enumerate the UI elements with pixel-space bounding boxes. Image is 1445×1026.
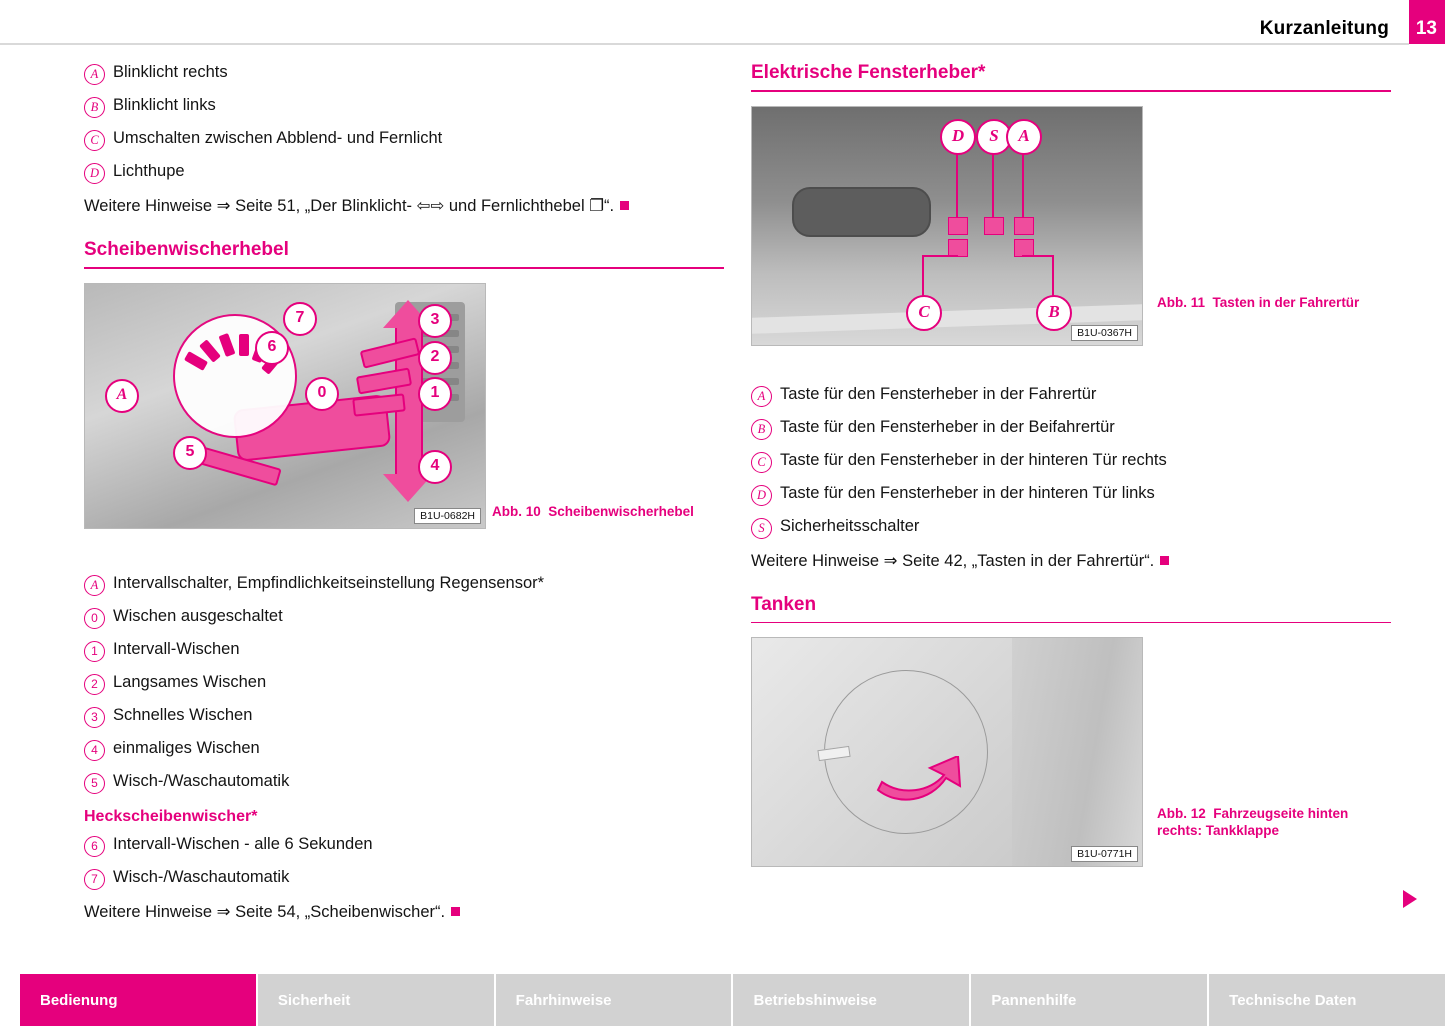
figure-caption-text: Scheibenwischerhebel xyxy=(548,503,694,519)
callout-2: 2 xyxy=(418,341,452,375)
callout-marker: D xyxy=(84,163,105,184)
list-item-label: Intervallschalter, Empfindlichkeitseinstellung Regensensor* xyxy=(113,573,545,592)
list-item xyxy=(84,834,724,857)
list-item xyxy=(84,161,724,184)
door-handle-shape xyxy=(792,187,931,237)
figure-caption-text: Tasten in der Fahrertür xyxy=(1212,294,1360,310)
callout-marker: 5 xyxy=(84,773,105,794)
callout-marker: 0 xyxy=(84,608,105,629)
section-windows-header xyxy=(751,62,1391,92)
list-item xyxy=(751,417,1391,440)
list-item-label: Wisch-/Waschautomatik xyxy=(113,771,290,790)
subsection-heading: Heckscheibenwischer* xyxy=(84,807,258,825)
callout-4: 4 xyxy=(418,450,452,484)
list-item-label: einmaliges Wischen xyxy=(113,738,260,757)
callout-marker: S xyxy=(751,518,772,539)
list-item-label: Blinklicht rechts xyxy=(113,63,228,81)
header-divider xyxy=(0,43,1409,45)
list-item-label: Wisch-/Waschautomatik xyxy=(113,867,290,886)
list-item-label: Sicherheitsschalter xyxy=(780,516,920,535)
callout-marker: A xyxy=(84,64,105,85)
list-item xyxy=(84,639,724,662)
callout-marker: A xyxy=(84,575,105,596)
list-item xyxy=(84,738,724,761)
cross-reference-note xyxy=(84,902,724,923)
list-item-label: Taste für den Fensterheber in der Fahrertür xyxy=(780,384,1097,403)
callout-a: A xyxy=(1006,119,1042,155)
callout-0: 0 xyxy=(305,377,339,411)
list-item xyxy=(751,516,1391,539)
end-marker-icon xyxy=(620,201,629,210)
tab-sicherheit[interactable]: Sicherheit xyxy=(258,974,496,1026)
leader-line xyxy=(922,255,958,257)
figure-caption-label: Abb. 12 xyxy=(1157,806,1206,821)
next-page-arrow-icon[interactable] xyxy=(1403,890,1417,908)
cross-reference-text: Weitere Hinweise ⇒ Seite 42, „Tasten in der Fahrertür“. xyxy=(751,551,1155,570)
footer-tabs xyxy=(20,974,1445,1026)
list-item xyxy=(751,384,1391,407)
callout-7: 7 xyxy=(283,302,317,336)
section-fuel-header xyxy=(751,594,1391,624)
leader-line xyxy=(1052,257,1054,297)
list-item xyxy=(84,573,724,596)
window-button-d xyxy=(948,217,968,235)
leader-line xyxy=(1022,255,1054,257)
page-title: Kurzanleitung xyxy=(1259,18,1389,39)
page-header xyxy=(0,0,1445,44)
list-item-label: Schnelles Wischen xyxy=(113,705,253,724)
callout-marker: B xyxy=(751,419,772,440)
section-heading: Scheibenwischerhebel xyxy=(84,239,289,260)
list-item-label: Taste für den Fensterheber in der hinteren Tür rechts xyxy=(780,450,1167,469)
callout-6: 6 xyxy=(255,331,289,365)
section-heading: Elektrische Fensterheber* xyxy=(751,62,986,83)
callout-3: 3 xyxy=(418,304,452,338)
figure-caption-label: Abb. 10 xyxy=(492,503,541,519)
list-item-label: Taste für den Fensterheber in der hinteren Tür links xyxy=(780,483,1155,502)
figure-code: B1U-0771H xyxy=(1071,846,1138,862)
cross-reference-note xyxy=(84,196,724,217)
list-item-label: Blinklicht links xyxy=(113,96,216,114)
heading-rule xyxy=(751,90,1391,92)
list-item xyxy=(84,95,724,118)
callout-marker: D xyxy=(751,485,772,506)
heading-rule xyxy=(751,622,1391,624)
tab-technische-daten[interactable]: Technische Daten xyxy=(1209,974,1445,1026)
list-item xyxy=(751,483,1391,506)
leader-line xyxy=(956,149,958,217)
figure-fuel-flap xyxy=(751,637,1143,867)
section-wiper-header xyxy=(84,239,724,269)
page-number: 13 xyxy=(1415,18,1437,39)
safety-switch-button xyxy=(984,217,1004,235)
leader-line xyxy=(922,257,924,297)
callout-marker: 6 xyxy=(84,836,105,857)
callout-s: S xyxy=(976,119,1012,155)
figure-caption-text: Fahrzeugseite hinten rechts: Tankklappe xyxy=(1157,806,1349,838)
tab-fahrhinweise[interactable]: Fahrhinweise xyxy=(496,974,734,1026)
tab-pannenhilfe[interactable]: Pannenhilfe xyxy=(971,974,1209,1026)
figure-door-buttons xyxy=(751,106,1143,346)
cross-reference-text: Weitere Hinweise ⇒ Seite 54, „Scheibenwischer“. xyxy=(84,902,446,921)
callout-a: A xyxy=(105,379,139,413)
tab-betriebshinweise[interactable]: Betriebshinweise xyxy=(733,974,971,1026)
list-item xyxy=(84,62,724,85)
list-item xyxy=(84,867,724,890)
cross-reference-text: Weitere Hinweise ⇒ Seite 51, „Der Blinklicht- ⇦⇨ und Fernlichthebel ❐“. xyxy=(84,197,615,215)
section-heading: Tanken xyxy=(751,593,817,615)
callout-1: 1 xyxy=(418,377,452,411)
figure-wiper-lever xyxy=(84,283,486,529)
figure-caption-label: Abb. 11 xyxy=(1157,294,1206,310)
callout-marker: B xyxy=(84,97,105,118)
leader-line xyxy=(992,149,994,217)
callout-marker: A xyxy=(751,386,772,407)
callout-marker: C xyxy=(751,452,772,473)
end-marker-icon xyxy=(1160,556,1169,565)
callout-b: B xyxy=(1036,295,1072,331)
callout-marker: 7 xyxy=(84,869,105,890)
right-column xyxy=(751,62,1391,875)
list-item-label: Taste für den Fensterheber in der Beifahrertür xyxy=(780,417,1115,436)
car-body-illustration xyxy=(1012,638,1142,866)
list-item xyxy=(84,771,724,794)
heading-rule xyxy=(84,267,724,269)
callout-marker: C xyxy=(84,130,105,151)
list-item xyxy=(84,606,724,629)
list-item xyxy=(84,705,724,728)
callout-c: C xyxy=(906,295,942,331)
end-marker-icon xyxy=(451,907,460,916)
callout-marker: 4 xyxy=(84,740,105,761)
callout-marker: 2 xyxy=(84,674,105,695)
left-column xyxy=(84,62,724,923)
figure-code: B1U-0367H xyxy=(1071,325,1138,341)
list-item xyxy=(84,672,724,695)
callout-5: 5 xyxy=(173,436,207,470)
list-item-label: Lichthupe xyxy=(113,162,185,180)
callout-marker: 3 xyxy=(84,707,105,728)
list-item-label: Wischen ausgeschaltet xyxy=(113,606,283,625)
open-direction-arrow-icon xyxy=(872,756,972,802)
cross-reference-note xyxy=(751,551,1391,572)
callout-marker: 1 xyxy=(84,641,105,662)
figure-code: B1U-0682H xyxy=(414,508,481,524)
tab-bedienung[interactable]: Bedienung xyxy=(20,974,258,1026)
list-item-label: Langsames Wischen xyxy=(113,672,267,691)
list-item-label: Intervall-Wischen - alle 6 Sekunden xyxy=(113,834,373,853)
list-item xyxy=(84,128,724,151)
list-item-label: Umschalten zwischen Abblend- und Fernlicht xyxy=(113,129,443,147)
window-button-a xyxy=(1014,217,1034,235)
leader-line xyxy=(1022,149,1024,217)
list-item-label: Intervall-Wischen xyxy=(113,639,240,658)
callout-d: D xyxy=(940,119,976,155)
list-item xyxy=(751,450,1391,473)
